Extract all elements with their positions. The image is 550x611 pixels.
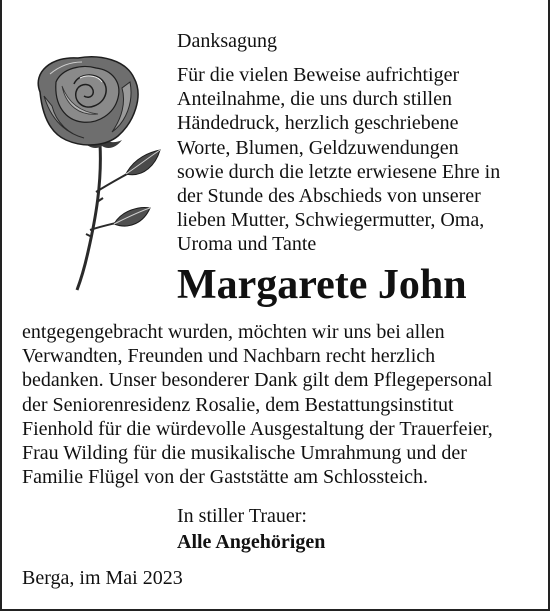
place-date: Berga, im Mai 2023 [22, 567, 183, 589]
body-paragraph [22, 320, 542, 489]
intro-line: Händedruck, herzlich geschriebene [177, 112, 459, 135]
deceased-name: Margarete John [177, 262, 467, 308]
intro-line: Uroma und Tante [177, 233, 317, 256]
intro-line: der Stunde des Abschieds von unserer [177, 185, 481, 208]
intro-line: Anteilnahme, die uns durch stillen [177, 88, 452, 111]
intro-line: Worte, Blumen, Geldzuwendungen [177, 136, 459, 159]
signature: Alle Angehörigen [177, 531, 326, 553]
intro-paragraph [177, 63, 537, 257]
body-line: Familie Flügel von der Gaststätte am Schlossteich. [22, 466, 429, 489]
body-line: entgegengebracht wurden, möchten wir uns bei allen [22, 321, 445, 343]
body-line: der Seniorenresidenz Rosalie, dem Bestattungsinstitut [22, 393, 454, 416]
intro-line: lieben Mutter, Schwiegermutter, Oma, [177, 209, 485, 232]
body-line: bedanken. Unser besonderer Dank gilt dem Pflegepersonal [22, 369, 493, 392]
intro-line: sowie durch die letzte erwiesene Ehre in [177, 160, 501, 183]
rose-icon [22, 52, 170, 292]
heading-thanks: Danksagung [177, 30, 277, 52]
closing-phrase: In stiller Trauer: [177, 505, 307, 527]
body-line: Frau Wilding für die musikalische Umrahmung und der [22, 442, 467, 465]
body-line: Fienhold für die würdevolle Ausgestaltung der Trauerfeier, [22, 417, 493, 440]
intro-line: Für die vielen Beweise aufrichtiger [177, 64, 460, 86]
body-line: Verwandten, Freunden und Nachbarn recht herzlich [22, 345, 436, 368]
